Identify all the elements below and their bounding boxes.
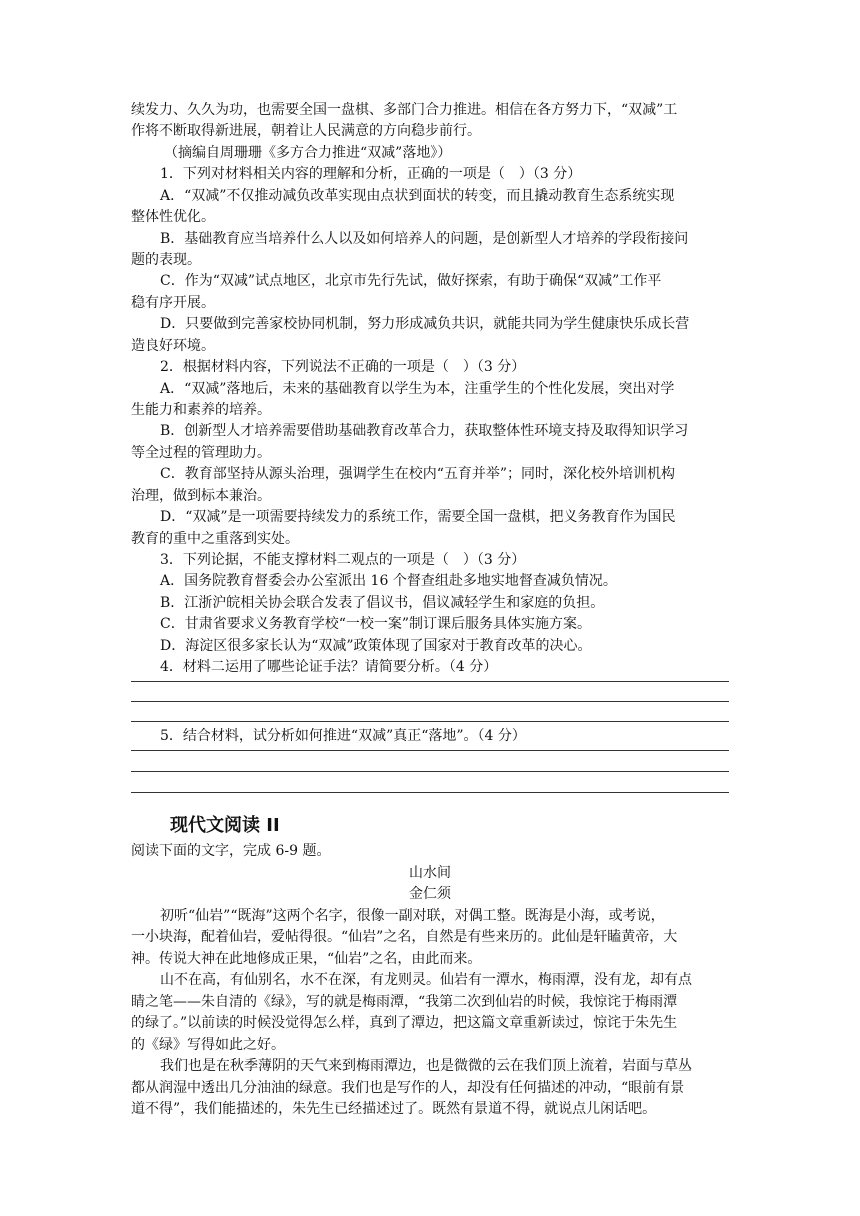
passage-line: 初听“仙岩”“既海”这两个名字，很像一副对联，对偶工整。既海是小海，或考说， (160, 908, 665, 924)
q3-option-d: D．海淀区很多家长认为“双减”政策体现了国家对于教育改革的决心。 (160, 638, 592, 654)
q1-option-a: A．“双减”不仅推动减负改革实现由点状到面状的转变，而且撬动教育生态系统实现 (160, 188, 675, 204)
q2-option-a-cont: 生能力和素养的培养。 (131, 402, 271, 418)
passage-author: 金仁须 (409, 886, 451, 902)
q2-option-d: D．“双减”是一项需要持续发力的系统工作，需要全国一盘棋，把义务教育作为国民 (160, 509, 676, 525)
q2-option-b-cont: 等全过程的管理助力。 (131, 445, 271, 461)
q2-option-a: A．“双减”落地后，未来的基础教育以学生为本，注重学生的个性化发展，突出对学 (160, 381, 675, 397)
q1-option-d-cont: 造良好环境。 (131, 338, 215, 354)
passage-line: 山不在高，有仙别名，水不在深，有龙则灵。仙岩有一潭水，梅雨潭，没有龙，却有点 (160, 972, 692, 988)
q3-option-a: A．国务院教育督委会办公室派出 16 个督查组赴多地实地督查减负情况。 (160, 573, 617, 589)
question-1-stem: 1．下列对材料相关内容的理解和分析，正确的一项是（ ）（3 分） (160, 166, 582, 182)
answer-line[interactable] (131, 771, 729, 772)
section-instruction: 阅读下面的文字，完成 6-9 题。 (131, 843, 331, 859)
answer-line[interactable] (131, 681, 729, 682)
question-5-stem: 5．结合材料，试分析如何推进“双减”真正“落地”。（4 分） (160, 728, 526, 744)
q1-option-c: C．作为“双减”试点地区，北京市先行先试，做好探索，有助于确保“双减”工作平 (160, 273, 662, 289)
q1-option-d: D．只要做到完善家校协同机制，努力形成减负共识，就能共同为学生健康快乐成长营 (160, 316, 690, 332)
section-heading: 现代文阅读 II (170, 815, 280, 836)
passage-line: 神。传说大神在此地修成正果，“仙岩”之名，由此而来。 (131, 951, 482, 967)
answer-line[interactable] (131, 701, 729, 702)
passage-line: 的绿了。”以前读的时候没觉得怎么样，真到了潭边，把这篇文章重新读过，惊诧于朱先生 (131, 1015, 678, 1031)
q3-option-b: B．江浙沪皖相关协会联合发表了倡议书，倡议减轻学生和家庭的负担。 (160, 595, 605, 611)
passage-line: 睛之笔——朱自清的《绿》，写的就是梅雨潭，“我第二次到仙岩的时候，我惊诧于梅雨潭 (131, 994, 678, 1010)
intro-line: 作将不断取得新进展，朝着让人民满意的方向稳步前行。 (131, 123, 481, 139)
q3-option-c: C．甘肃省要求义务教育学校“一校一案”制订课后服务具体实施方案。 (160, 616, 592, 632)
question-4-stem: 4．材料二运用了哪些论证手法？请简要分析。（4 分） (160, 659, 498, 675)
q1-option-b-cont: 题的表现。 (131, 252, 201, 268)
passage-line: 的《绿》写得如此之好。 (131, 1037, 285, 1053)
answer-line[interactable] (131, 721, 729, 722)
answer-line[interactable] (131, 750, 729, 751)
passage-title: 山水间 (409, 865, 451, 881)
q2-option-c-cont: 治理，做到标本兼治。 (131, 488, 271, 504)
passage-line: 一小块海，配着仙岩，爱帖得很。“仙岩”之名，自然是有些来历的。此仙是轩瞌黄帝，大 (131, 929, 678, 945)
question-3-stem: 3．下列论据，不能支撑材料二观点的一项是（ ）（3 分） (160, 552, 526, 568)
intro-line: 续发力、久久为功，也需要全国一盘棋、多部门合力推进。相信在各方努力下，“双减”工 (131, 102, 678, 118)
passage-line: 我们也是在秋季薄阴的天气来到梅雨潭边，也是微微的云在我们顶上流着，岩面与草丛 (160, 1058, 692, 1074)
q1-option-b: B．基础教育应当培养什么人以及如何培养人的问题，是创新型人才培养的学段衔接问 (160, 231, 689, 247)
source-citation: （摘编自周珊珊《多方合力推进“双减”落地》） (164, 145, 452, 161)
passage-line: 都从润湿中透出几分油油的绿意。我们也是写作的人，却没有任何描述的冲动，“眼前有景 (131, 1080, 685, 1096)
q2-option-b: B．创新型人才培养需要借助基础教育改革合力，获取整体性环境支持及取得知识学习 (160, 423, 689, 439)
q1-option-a-cont: 整体性优化。 (131, 209, 215, 225)
q2-option-c: C．教育部坚持从源头治理，强调学生在校内“五育并举”；同时，深化校外培训机构 (160, 466, 676, 482)
q2-option-d-cont: 教育的重中之重落到实处。 (131, 531, 299, 547)
question-2-stem: 2．根据材料内容，下列说法不正确的一项是（ ）（3 分） (160, 359, 526, 375)
passage-line: 道不得”，我们能描述的，朱先生已经描述过了。既然有景道不得，就说点儿闲话吧。 (131, 1101, 657, 1117)
q1-option-c-cont: 稳有序开展。 (131, 295, 215, 311)
answer-line[interactable] (131, 792, 729, 793)
